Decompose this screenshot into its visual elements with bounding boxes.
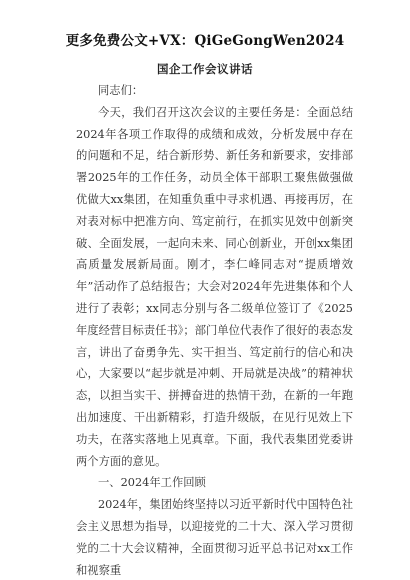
paragraph-review: 2024年，集团始终坚持以习近平新时代中国特色社会主义思想为指导，以迎接党的二十大、深入学习贯彻党的二十大会议精神，全面贯彻习近平总书记对xx工作和视察重 — [76, 498, 353, 577]
paragraph-intro: 今天，我们召开这次会议的主要任务是：全面总结2024年各项工作取得的成绩和成效，分析发展中存在的问题和不足，结合新形势、新任务和新要求，安排部署2025年的工作任务，动员全体干部职工聚焦做强做优做大xx集团，在知重负重中寻求机遇、再接再厉，在对表对标中把准方向、笃定前行，在抓实见效中创新突破、全面发展，一起向未来、同心创新业，开创xx集团高质量发展新局面。刚才，李仁峰同志对“提质增效年”活动作了总结报告；大会对2024年先进集体和个人进行了表彰；xx同志分别与各二级单位签订了《2025年度经营目标责任书》；部门单位代表作了很好的表态发言，讲出了奋勇争先、实干担当、笃定前行的信心和决心，大家要以“起步就是冲刺、开局就是决战”的精神状态，以担当实干、拼搏奋进的热情干劲，在新的一年跑出加速度、干出新精彩，打造升级版，在见行见效上下功夫，在落实落地上见真章。下面，我代表集团党委讲两个方面的意见。 — [76, 105, 353, 468]
document-title: 国企工作会议讲话 — [157, 62, 253, 76]
salutation: 同志们： — [98, 84, 144, 97]
section-heading-review: 一、2024年工作回顾 — [98, 476, 206, 490]
document-body — [76, 80, 353, 580]
promo-banner: 更多免费公文+VX：QiGeGongWen2024 — [65, 33, 345, 49]
